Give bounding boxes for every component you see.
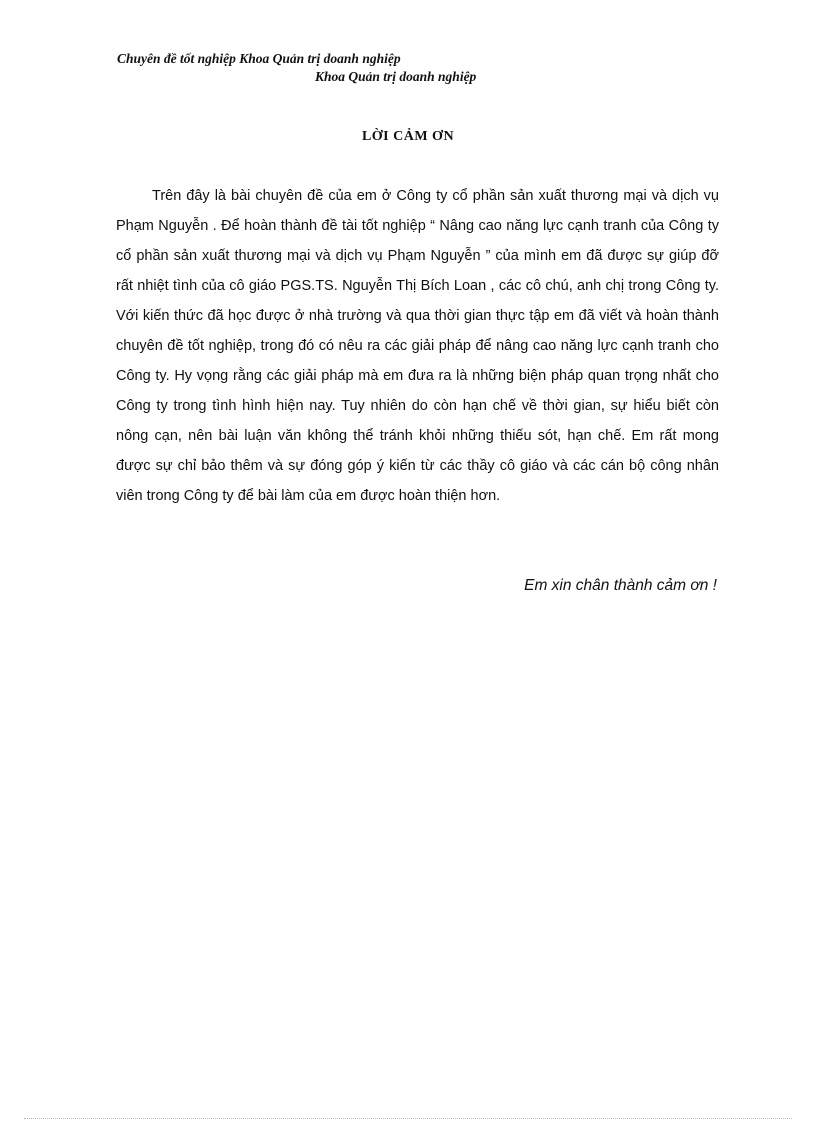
header-line-1: Chuyên đề tốt nghiệp Khoa Quản trị doanh nghiệp (117, 51, 401, 66)
page-bottom-divider (24, 1118, 792, 1119)
closing-line: Em xin chân thành cảm ơn ! (524, 577, 717, 594)
header-line-2: Khoa Quản trị doanh nghiệp (315, 69, 477, 84)
running-header (117, 50, 717, 86)
page-title: LỜI CẢM ƠN (361, 129, 455, 144)
acknowledgement-paragraph: Trên đây là bài chuyên đề của em ở Công ty cổ phần sản xuất thương mại và dịch vụ Phạm Nguyễn . Để hoàn thành đề tài tốt nghiệp “ Nâng cao năng lực cạnh tranh của Công ty cổ phần sản xuất thương mại và dịch vụ Phạm Nguyễn ” của mình em đã được sự giúp đỡ rất nhiệt tình của cô giáo PGS.TS. Nguyễn Thị Bích Loan , các cô chú, anh chị trong Công ty. Với kiến thức đã học được ở nhà trường và qua thời gian thực tập em đã viết và hoàn thành chuyên đề tốt nghiệp, trong đó có nêu ra các giải pháp để nâng cao năng lực cạnh tranh cho Công ty. Hy vọng rằng các giải pháp mà em đưa ra là những biện pháp quan trọng nhất cho Công ty trong tình hình hiện nay. Tuy nhiên do còn hạn chế về thời gian, sự hiểu biết còn nông cạn, nên bài luận văn không thể tránh khỏi những thiếu sót, hạn chế. Em rất mong được sự chỉ bảo thêm và sự đóng góp ý kiến từ các thầy cô giáo và các cán bộ công nhân viên trong Công ty để bài làm của em được hoàn thiện hơn. (116, 188, 719, 504)
